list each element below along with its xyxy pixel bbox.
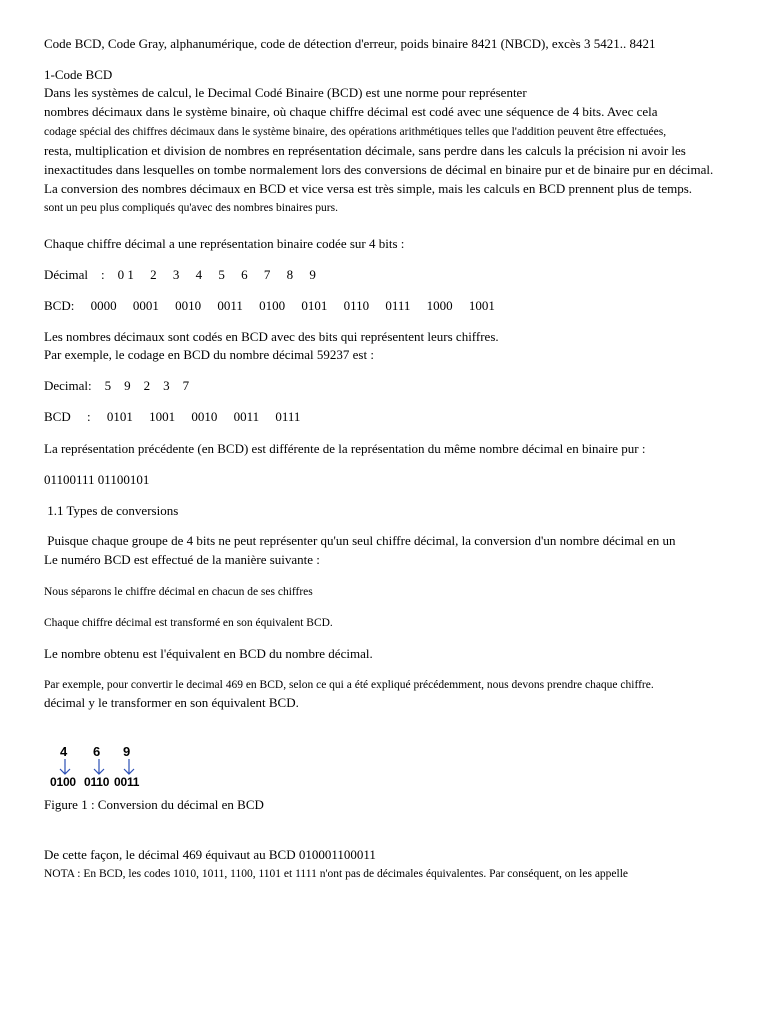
paragraph-line: La conversion des nombres décimaux en BCD et vice versa est très simple, mais les calculs en BCD prennent plus de temps. bbox=[44, 181, 693, 196]
figure-bcd-code: 0011 bbox=[114, 775, 140, 789]
figure-caption: Figure 1 : Conversion du décimal en BCD bbox=[44, 797, 264, 812]
paragraph-line: Dans les systèmes de calcul, le Decimal Codé Binaire (BCD) est une norme pour représenter bbox=[44, 85, 527, 100]
paragraph-line: resta, multiplication et division de nombres en représentation décimale, sans perdre dans les calculs la précision ni avoir les bbox=[44, 143, 686, 158]
nota-line: NOTA : En BCD, les codes 1010, 1011, 1100, 1101 et 1111 n'ont pas de décimales équivalentes. Par conséquent, on les appelle bbox=[44, 868, 629, 880]
binary-pure-value: 01100111 01100101 bbox=[44, 472, 150, 487]
paragraph-line: décimal y le transformer en son équivalent BCD. bbox=[44, 695, 299, 710]
conversion-step-2: Chaque chiffre décimal est transformé en son équivalent BCD. bbox=[44, 617, 333, 629]
conversion-step-1: Nous séparons le chiffre décimal en chacun de ses chiffres bbox=[44, 586, 313, 598]
figure-digit: 9 bbox=[123, 744, 131, 759]
paragraph-line: Chaque chiffre décimal a une représentation binaire codée sur 4 bits : bbox=[44, 236, 405, 251]
example-bcd-row: BCD : 0101 1001 0010 0011 0111 bbox=[44, 409, 301, 424]
paragraph-line: codage spécial des chiffres décimaux dans le système binaire, des opérations arithmétiques telles que l'addition peuvent être effectuées, bbox=[44, 126, 667, 138]
document-title: Code BCD, Code Gray, alphanumérique, code de détection d'erreur, poids binaire 8421 (NBCD), excès 3 5421.. 8421 bbox=[44, 36, 656, 51]
paragraph-line: Le numéro BCD est effectué de la manière suivante : bbox=[44, 552, 320, 567]
paragraph-line: Par exemple, pour convertir le decimal 469 en BCD, selon ce qui a été expliqué précédemment, nous devons prendre chaque chiffre. bbox=[44, 679, 654, 691]
paragraph-line: Puisque chaque groupe de 4 bits ne peut représenter qu'un seul chiffre décimal, la conversion d'un nombre décimal en un bbox=[44, 533, 676, 548]
figure-bcd-code: 0100 bbox=[50, 775, 76, 789]
example-decimal-row: Decimal: 5 9 2 3 7 bbox=[44, 378, 190, 393]
paragraph-line: Les nombres décimaux sont codés en BCD avec des bits qui représentent leurs chiffres. bbox=[44, 329, 499, 344]
figure-digit: 6 bbox=[93, 744, 101, 759]
paragraph-line: sont un peu plus compliqués qu'avec des nombres binaires purs. bbox=[44, 202, 338, 214]
figure-bcd-code: 0110 bbox=[84, 775, 110, 789]
conversion-step-3: Le nombre obtenu est l'équivalent en BCD du nombre décimal. bbox=[44, 646, 373, 661]
paragraph-line: nombres décimaux dans le système binaire, où chaque chiffre décimal est codé avec une séquence de 4 bits. Avec cela bbox=[44, 104, 658, 119]
section-heading-conversions: 1.1 Types de conversions bbox=[44, 503, 179, 518]
paragraph-line: De cette façon, le décimal 469 équivaut au BCD 010001100011 bbox=[44, 847, 376, 862]
decimal-digits-row: Décimal : 0 1 2 3 4 5 6 7 8 9 bbox=[44, 267, 316, 282]
section-heading-bcd: 1-Code BCD bbox=[44, 67, 113, 82]
paragraph-line: Par exemple, le codage en BCD du nombre décimal 59237 est : bbox=[44, 347, 374, 362]
bcd-codes-row: BCD: 0000 0001 0010 0011 0100 0101 0110 0111 1000 1001 bbox=[44, 298, 495, 313]
figure-digit: 4 bbox=[60, 744, 68, 759]
conversion-figure bbox=[48, 744, 158, 790]
paragraph-line: inexactitudes dans lesquelles on tombe normalement lors des conversions de décimal en binaire pur et de binaire pur en décimal. bbox=[44, 162, 714, 177]
paragraph-line: La représentation précédente (en BCD) est différente de la représentation du même nombre décimal en binaire pur : bbox=[44, 441, 646, 456]
